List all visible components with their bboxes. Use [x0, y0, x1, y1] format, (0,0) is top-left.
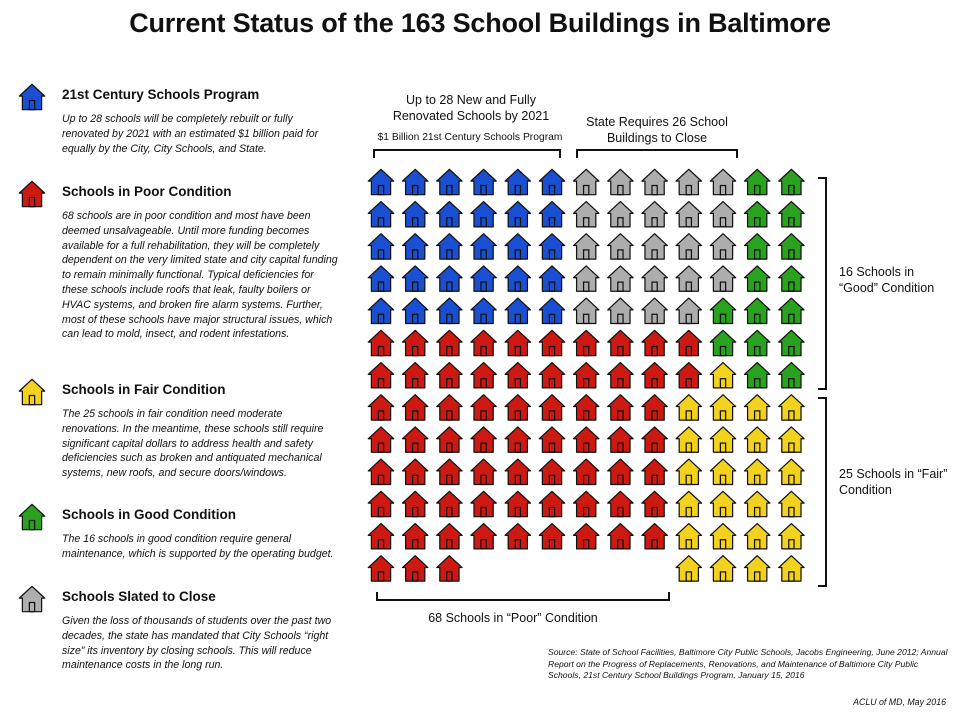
school-house-icon-red: [437, 427, 462, 452]
source-note: Source: State of School Facilities, Baltimore City Public Schools, Jacobs Engineering, June 2012; Annual Report on the Progress of Replacements, Renovations, and Maintenance of Baltimore City Public Schools, 21st Century School Buildings Program, January 15, 2016: [548, 647, 948, 681]
school-house-icon-yellow: [710, 459, 735, 484]
school-house-icon-gray: [642, 266, 667, 291]
school-house-icon-blue: [505, 266, 530, 291]
school-house-icon-red: [368, 556, 393, 581]
legend-description: The 25 schools in fair condition need moderate renovations. In the meantime, these schools still require significant capital dollars to address health and safety deficiencies such as broken and antiquated mechanical systems, new roofs, and secure doors/windows.: [62, 408, 324, 480]
school-house-icon-yellow: [710, 427, 735, 452]
school-house-icon-blue: [437, 234, 462, 259]
school-house-icon-yellow: [710, 556, 735, 581]
school-house-icon-red: [574, 459, 599, 484]
school-house-icon-blue: [471, 266, 496, 291]
school-house-icon-yellow: [779, 524, 804, 549]
school-house-icon-yellow: [710, 363, 735, 388]
school-house-icon-red: [608, 330, 633, 355]
school-house-icon-gray: [710, 234, 735, 259]
legend-heading: Schools in Fair Condition: [62, 382, 226, 397]
school-house-icon-blue: [471, 202, 496, 227]
school-house-icon-red: [471, 459, 496, 484]
school-house-icon-red: [642, 427, 667, 452]
school-house-icon-yellow: [710, 491, 735, 516]
school-house-icon-gray: [574, 234, 599, 259]
school-house-icon-gray: [608, 266, 633, 291]
school-house-icon-red: [505, 524, 530, 549]
school-house-icon-blue: [437, 266, 462, 291]
school-house-icon-blue: [368, 266, 393, 291]
school-house-icon-yellow: [676, 427, 701, 452]
school-house-icon-green: [745, 169, 770, 194]
school-house-icon-yellow: [710, 524, 735, 549]
school-house-icon-blue: [403, 169, 428, 194]
school-house-icon-blue: [437, 298, 462, 323]
school-house-icon-green: [779, 266, 804, 291]
school-house-icon-yellow: [676, 459, 701, 484]
good-label: 16 Schools in “Good” Condition: [839, 265, 935, 295]
school-house-icon-gray: [710, 266, 735, 291]
school-house-icon-gray: [642, 169, 667, 194]
school-house-icon-green: [779, 330, 804, 355]
school-house-icon-red: [676, 363, 701, 388]
school-house-icon-red: [539, 427, 564, 452]
school-house-icon-red: [437, 395, 462, 420]
legend-heading: Schools in Poor Condition: [62, 184, 232, 199]
credit-note: ACLU of MD, May 2016: [853, 697, 946, 707]
school-house-icon-yellow: [676, 395, 701, 420]
legend-heading: 21st Century Schools Program: [62, 87, 260, 102]
school-house-icon-blue: [437, 169, 462, 194]
school-house-icon-green: [779, 169, 804, 194]
school-house-icon-red: [642, 395, 667, 420]
school-house-icon-gray: [676, 266, 701, 291]
school-house-icon-red: [505, 330, 530, 355]
school-house-icon-red: [574, 395, 599, 420]
school-house-icon-yellow: [676, 556, 701, 581]
legend-heading: Schools Slated to Close: [62, 589, 216, 604]
school-house-icon-red: [608, 363, 633, 388]
school-house-icon-red: [608, 427, 633, 452]
school-house-icon-blue: [539, 202, 564, 227]
school-house-icon-yellow: [779, 427, 804, 452]
school-house-icon-blue: [368, 169, 393, 194]
school-house-icon-gray: [574, 298, 599, 323]
school-house-icon-green: [779, 202, 804, 227]
school-house-icon-gray: [608, 169, 633, 194]
school-house-icon-red: [403, 524, 428, 549]
school-house-icon-red: [539, 491, 564, 516]
school-house-icon-red: [471, 395, 496, 420]
school-house-icon-red: [403, 330, 428, 355]
school-house-icon-yellow: [745, 556, 770, 581]
school-house-icon-red: [642, 330, 667, 355]
school-house-icon-red: [437, 363, 462, 388]
school-house-icon-red: [437, 556, 462, 581]
school-house-icon-blue: [505, 202, 530, 227]
school-house-icon-green: [745, 266, 770, 291]
school-house-icon-gray: [608, 234, 633, 259]
school-house-icon-red: [574, 524, 599, 549]
school-house-icon-red: [403, 363, 428, 388]
school-house-icon-red: [539, 459, 564, 484]
school-house-icon-yellow: [745, 427, 770, 452]
school-house-icon-green: [779, 298, 804, 323]
school-house-icon-yellow: [676, 524, 701, 549]
school-house-icon-blue: [539, 298, 564, 323]
school-house-icon-red: [403, 491, 428, 516]
school-house-icon-red: [642, 363, 667, 388]
school-house-icon-red: [437, 491, 462, 516]
school-house-icon-gray: [642, 202, 667, 227]
school-house-icon-red: [403, 459, 428, 484]
school-house-icon-red: [574, 330, 599, 355]
school-house-icon-green: [745, 202, 770, 227]
legend-heading: Schools in Good Condition: [62, 507, 236, 522]
school-house-icon-red: [608, 491, 633, 516]
school-house-icon-yellow: [745, 524, 770, 549]
page-title: Current Status of the 163 School Buildings in Baltimore: [129, 8, 831, 38]
poor-label: 68 Schools in “Poor” Condition: [428, 611, 598, 625]
school-house-icon-green: [710, 298, 735, 323]
school-house-icon-blue: [403, 234, 428, 259]
school-house-icon-green: [745, 298, 770, 323]
school-house-icon-red: [608, 395, 633, 420]
school-house-icon-green: [745, 330, 770, 355]
school-house-icon-red: [471, 330, 496, 355]
school-house-icon-blue: [539, 169, 564, 194]
school-house-icon-red: [608, 524, 633, 549]
school-house-icon-red: [505, 395, 530, 420]
school-house-icon-green: [710, 330, 735, 355]
school-house-icon-yellow: [745, 395, 770, 420]
school-house-icon-red: [403, 427, 428, 452]
legend-description: Given the loss of thousands of students over the past two decades, the state has mandated that City Schools “right size” its inventory by closing schools. This will reduce maintenance costs in the long run.: [62, 615, 332, 672]
school-house-icon-gray: [710, 169, 735, 194]
school-house-icon-red: [676, 330, 701, 355]
legend-description: The 16 schools in good condition require general maintenance, which is supported by the operating budget.: [62, 533, 334, 560]
school-house-icon-red: [368, 395, 393, 420]
school-house-icon-red: [368, 459, 393, 484]
new-schools-label: Up to 28 New and Fully Renovated Schools by 2021: [392, 93, 550, 123]
school-house-icon-red: [368, 524, 393, 549]
school-house-icon-blue: [539, 266, 564, 291]
school-house-icon-gray: [710, 202, 735, 227]
school-house-icon-red: [437, 524, 462, 549]
school-house-icon-red: [368, 427, 393, 452]
school-house-icon-yellow: [710, 395, 735, 420]
school-house-icon-red: [368, 363, 393, 388]
school-house-icon-blue: [403, 298, 428, 323]
school-house-icon-red: [539, 395, 564, 420]
school-house-icon-gray: [676, 298, 701, 323]
school-house-icon-red: [368, 491, 393, 516]
school-house-icon-blue: [505, 234, 530, 259]
school-house-icon-gray: [608, 202, 633, 227]
school-house-icon-green: [745, 363, 770, 388]
school-house-icon-red: [471, 491, 496, 516]
school-house-icon-red: [437, 330, 462, 355]
school-house-icon-green: [745, 234, 770, 259]
school-house-icon-red: [574, 363, 599, 388]
school-house-icon-blue: [505, 298, 530, 323]
school-house-icon-yellow: [779, 459, 804, 484]
school-house-icon-blue: [403, 202, 428, 227]
school-house-icon-red: [539, 524, 564, 549]
school-house-icon-red: [574, 427, 599, 452]
school-house-icon-yellow: [745, 491, 770, 516]
school-house-icon-green: [779, 234, 804, 259]
school-house-icon-red: [471, 524, 496, 549]
school-house-icon-yellow: [745, 459, 770, 484]
school-house-icon-blue: [368, 202, 393, 227]
school-house-icon-blue: [437, 202, 462, 227]
school-house-icon-gray: [574, 202, 599, 227]
school-house-icon-blue: [471, 169, 496, 194]
school-house-icon-red: [505, 459, 530, 484]
school-house-icon-yellow: [779, 395, 804, 420]
school-house-icon-gray: [574, 169, 599, 194]
school-house-icon-red: [368, 330, 393, 355]
school-house-icon-gray: [642, 298, 667, 323]
school-house-icon-red: [642, 459, 667, 484]
school-house-icon-gray: [676, 202, 701, 227]
school-house-icon-blue: [505, 169, 530, 194]
school-house-icon-gray: [676, 234, 701, 259]
school-house-icon-blue: [471, 234, 496, 259]
school-house-icon-red: [437, 459, 462, 484]
school-house-icon-red: [471, 427, 496, 452]
school-house-icon-gray: [574, 266, 599, 291]
legend-description: 68 schools are in poor condition and most have been deemed unsalvageable. Until more funding becomes available for a full rehabilitation, they will be completely dependent on the very limited state and city capital funding to remain minimally functional. Typical deficiencies for these schools include roofs that leak, faulty boilers or HVAC systems, and broken fire alarm systems. Further, most of these schools have major structural issues, which can lead to mold, insect, and rodent infestations.: [62, 210, 338, 341]
school-house-icon-gray: [642, 234, 667, 259]
school-house-icon-red: [539, 363, 564, 388]
school-house-icon-yellow: [779, 491, 804, 516]
school-house-icon-gray: [676, 169, 701, 194]
school-house-icon-red: [471, 363, 496, 388]
school-house-icon-blue: [368, 298, 393, 323]
school-house-icon-blue: [368, 234, 393, 259]
school-house-icon-red: [642, 524, 667, 549]
close-label: State Requires 26 School Buildings to Close: [586, 115, 728, 145]
school-house-icon-red: [403, 395, 428, 420]
school-house-icon-red: [505, 427, 530, 452]
school-house-icon-red: [539, 330, 564, 355]
program-cost-label: $1 Billion 21st Century Schools Program: [377, 132, 563, 143]
school-house-icon-red: [574, 491, 599, 516]
school-house-icon-red: [505, 363, 530, 388]
school-house-icon-green: [779, 363, 804, 388]
school-house-icon-red: [608, 459, 633, 484]
fair-label: 25 Schools in “Fair” Condition: [839, 467, 948, 497]
school-house-icon-red: [505, 491, 530, 516]
school-house-icon-red: [403, 556, 428, 581]
school-house-icon-yellow: [676, 491, 701, 516]
school-house-icon-blue: [471, 298, 496, 323]
school-house-icon-gray: [608, 298, 633, 323]
school-house-icon-red: [642, 491, 667, 516]
school-house-icon-yellow: [779, 556, 804, 581]
school-house-icon-blue: [539, 234, 564, 259]
school-house-icon-blue: [403, 266, 428, 291]
legend-description: Up to 28 schools will be completely rebuilt or fully renovated by 2021 with an estimated $1 billion paid for equally by the City, City Schools, and State.: [62, 113, 319, 155]
